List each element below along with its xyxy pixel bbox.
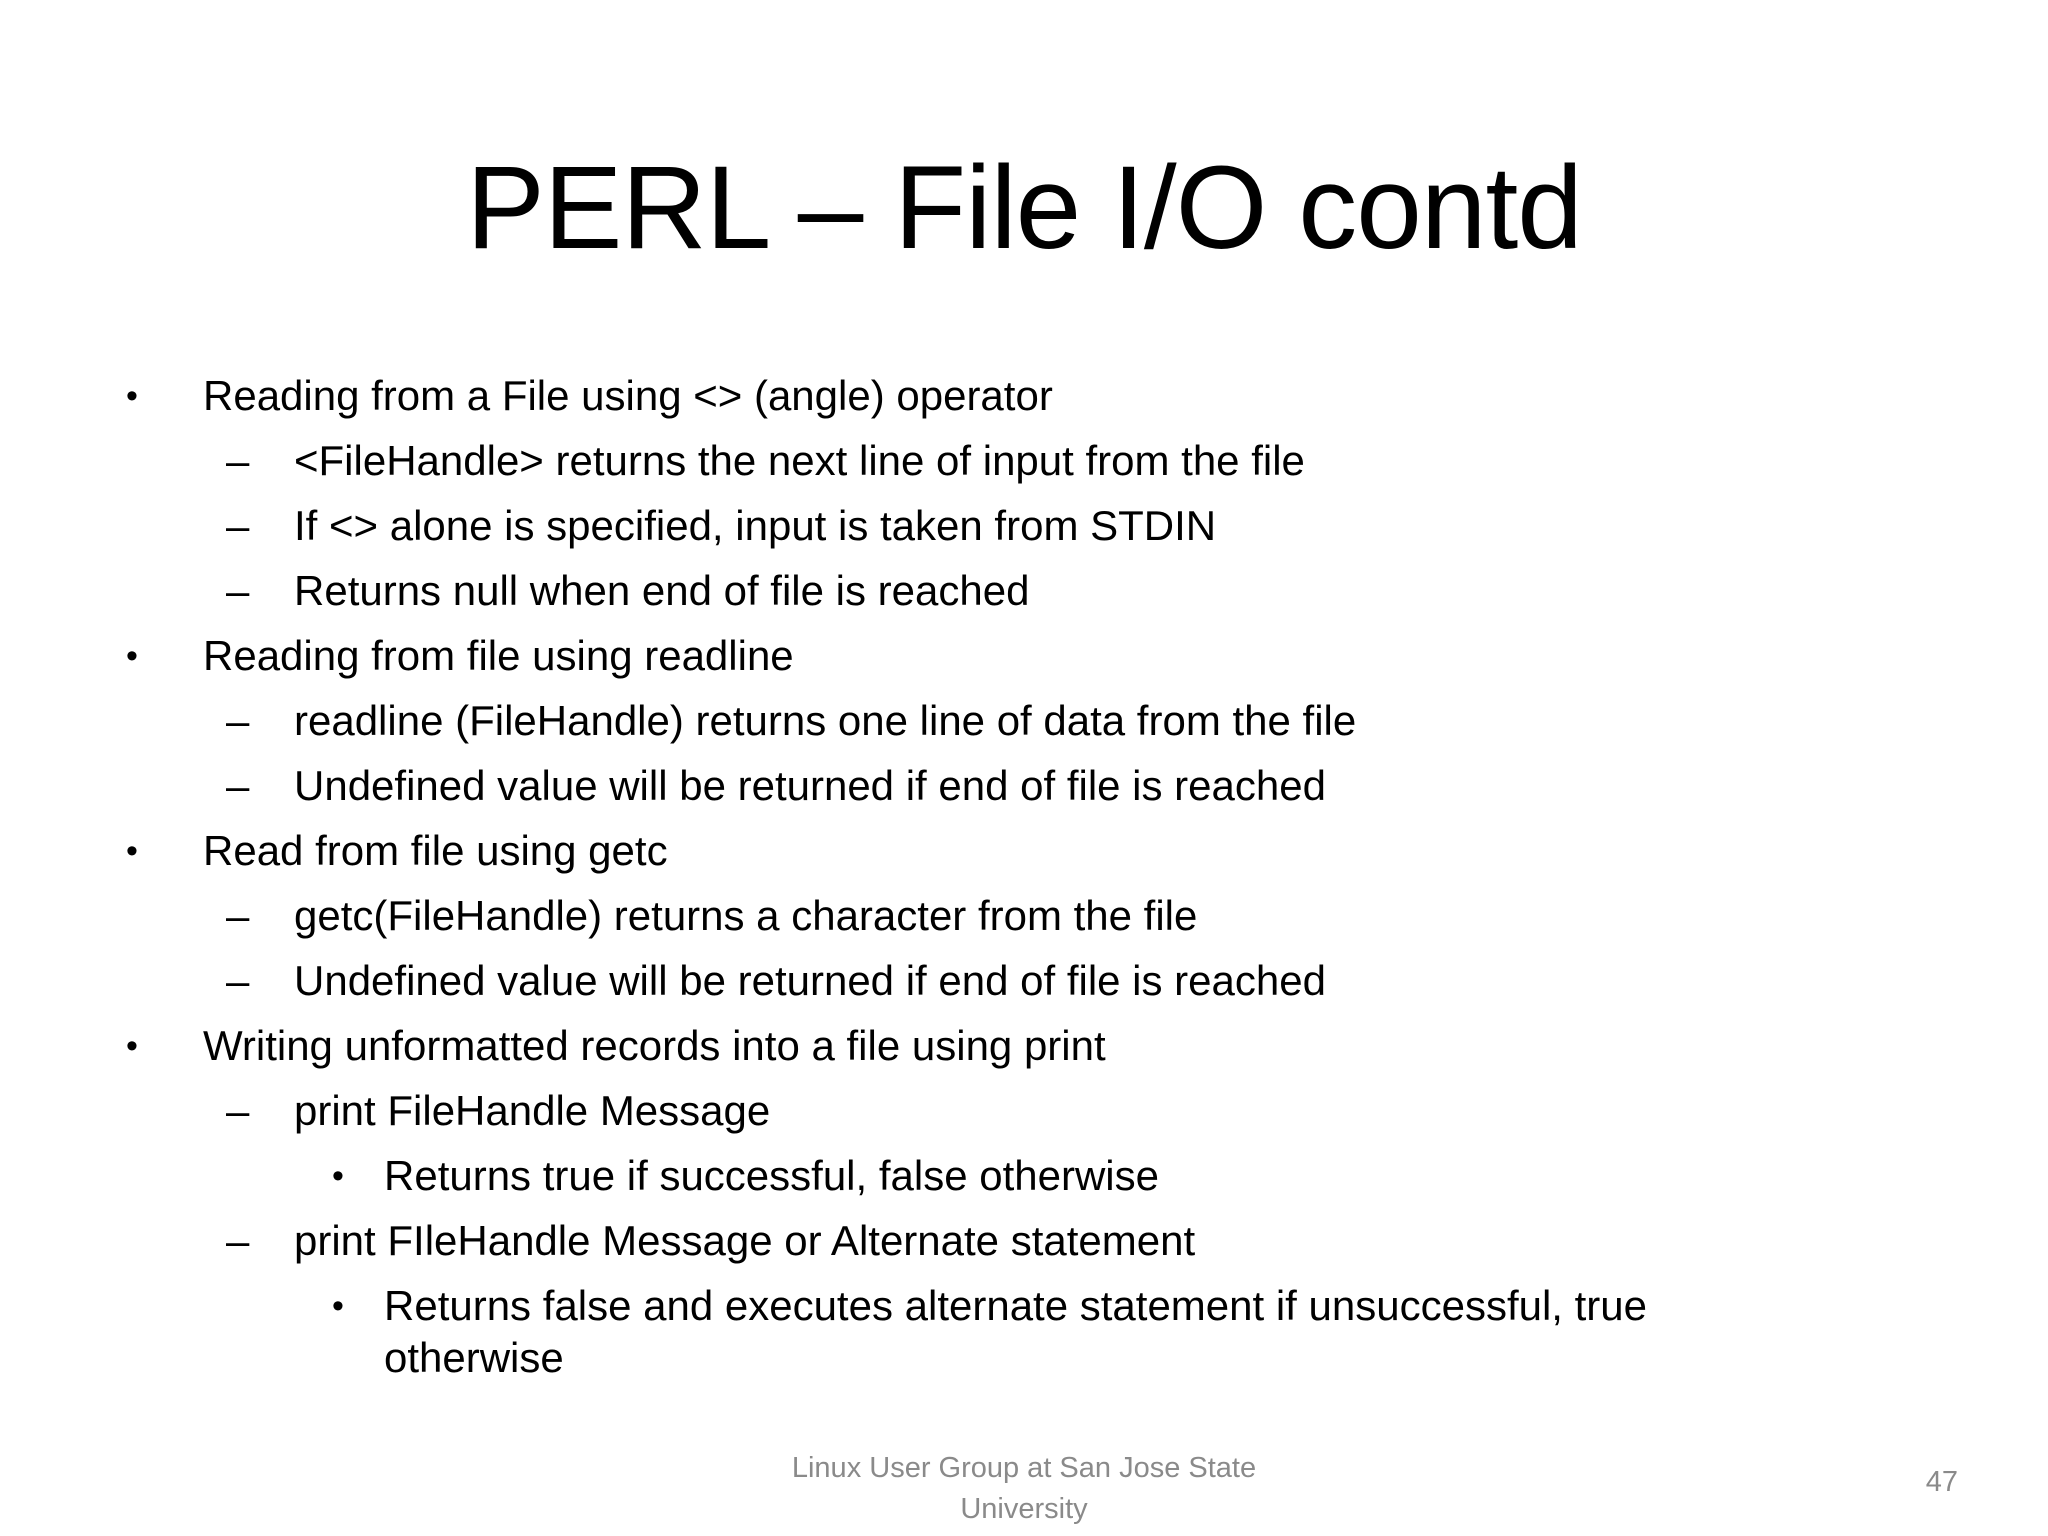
sub-bullet-text: print FileHandle Message [294,1087,771,1134]
bullet-text: Writing unformatted records into a file using print [203,1022,1106,1069]
dash-marker: – [226,957,250,1004]
bullet-marker: • [126,832,138,870]
footer-line-2: University [960,1493,1088,1525]
sub-sub-bullet-text: Returns false and executes alternate statement if unsuccessful, true otherwise [384,1282,1648,1381]
dash-marker: – [226,1087,250,1134]
sub-bullet-text: print FIleHandle Message or Alternate statement [294,1217,1196,1264]
sub-bullet-text: readline (FileHandle) returns one line of data from the file [294,697,1357,744]
sub-bullet-text: <FileHandle> returns the next line of input from the file [294,437,1305,484]
bullet-text: Reading from file using readline [203,632,794,679]
sub-sub-bullet-text: Returns true if successful, false otherwise [384,1152,1159,1199]
bullet-marker: • [126,1027,138,1065]
dash-marker: – [226,762,250,809]
footer-line-1: Linux User Group at San Jose State [791,1452,1257,1484]
sub-bullet-text: getc(FileHandle) returns a character from the file [294,892,1198,939]
dash-marker: – [226,697,250,744]
sub-bullet-text: Undefined value will be returned if end of file is reached [294,957,1326,1004]
bullet-text: Read from file using getc [203,827,668,874]
bullet-marker: • [332,1157,344,1195]
dash-marker: – [226,502,250,549]
sub-bullet-text: If <> alone is specified, input is taken from STDIN [294,502,1217,549]
page-number: 47 [1925,1466,1958,1498]
sub-bullet-text: Returns null when end of file is reached [294,567,1030,614]
dash-marker: – [226,1217,250,1264]
dash-marker: – [226,567,250,614]
footer-text [724,1448,1324,1530]
slide-title: PERL – File I/O contd [466,142,1582,274]
sub-bullet-text: Undefined value will be returned if end of file is reached [294,762,1326,809]
bullet-marker: • [126,637,138,675]
bullet-text: Reading from a File using <> (angle) operator [203,372,1053,419]
dash-marker: – [226,892,250,939]
dash-marker: – [226,437,250,484]
bullet-marker: • [332,1287,344,1325]
bullet-marker: • [126,377,138,415]
